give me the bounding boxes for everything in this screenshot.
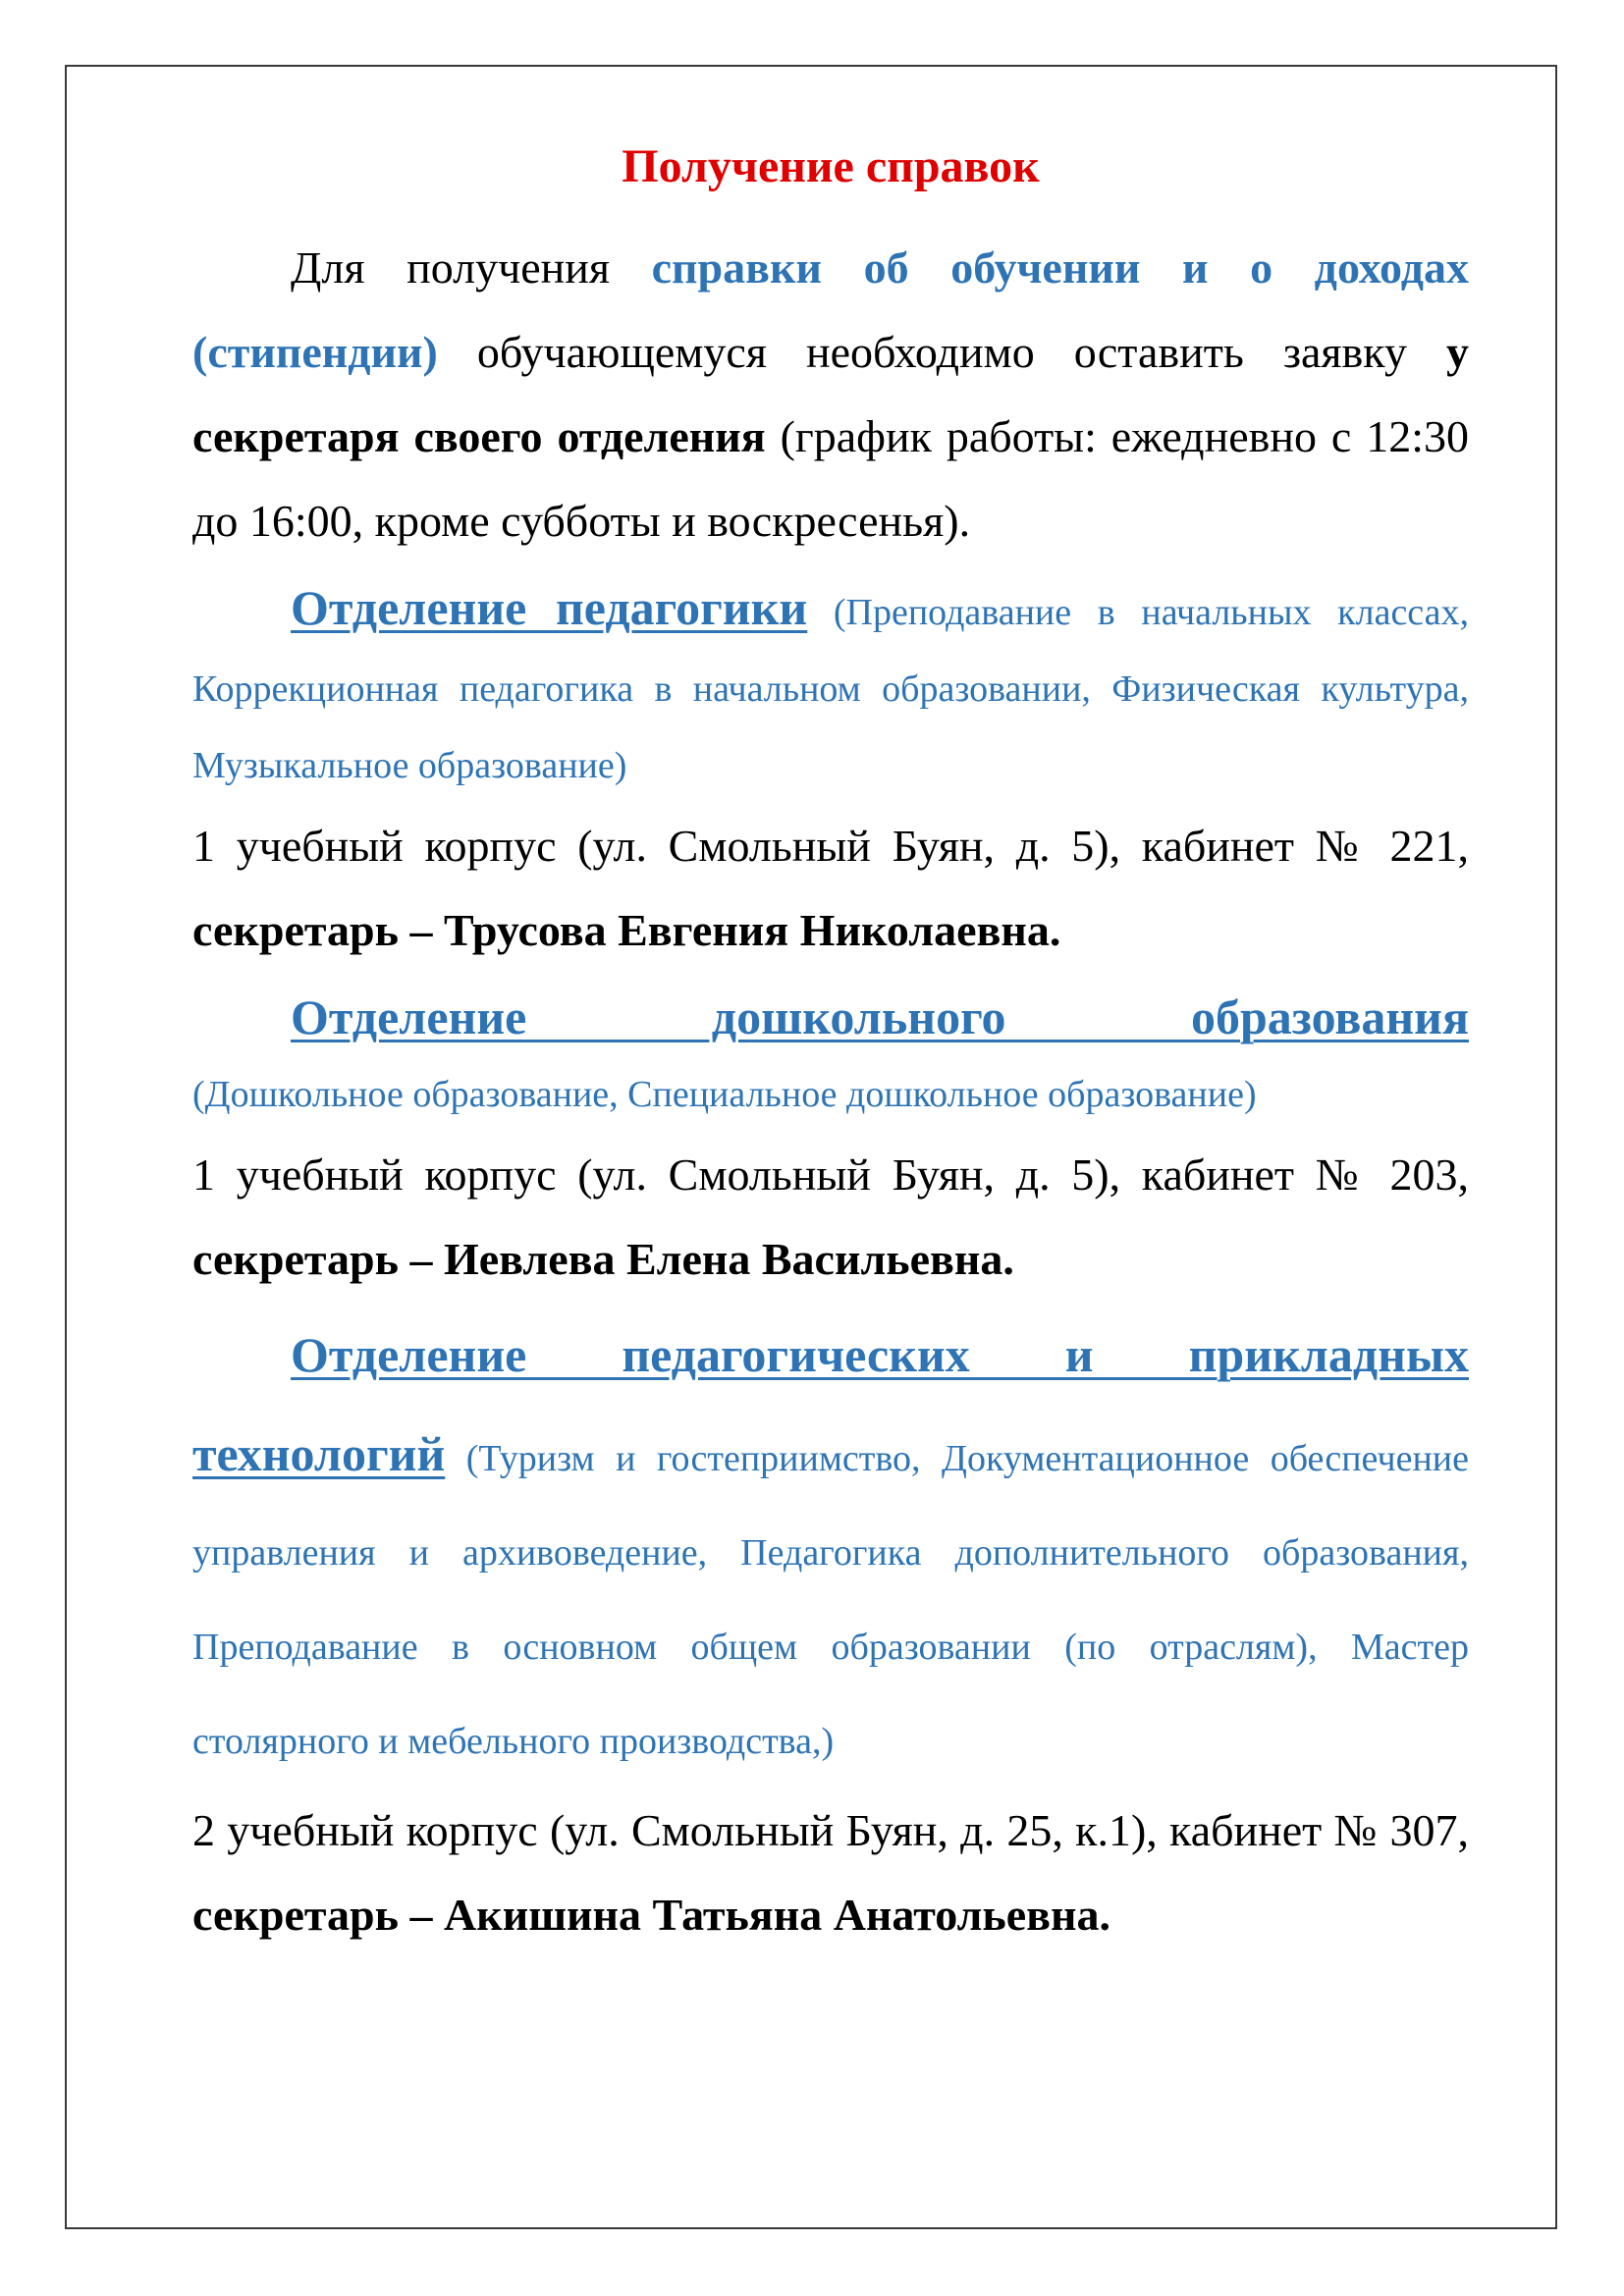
department-3-address — [192, 1789, 1469, 1957]
department-3-description: (Туризм и гостеприимство, Документационное обеспечение управления и архивоведение, Педагогика дополнительного образования, Преподавание в основном общем образовании (по отраслям), Мастер столярного и мебельного производства,) — [192, 1438, 1469, 1762]
department-2-description: (Дошкольное образование, Специальное дошкольное образование) — [192, 1074, 1257, 1115]
department-1 — [192, 569, 1469, 973]
intro-text-3: (график работы: ежедневно с 12:30 до 16:00, кроме субботы и воскресенья). — [192, 411, 1469, 546]
department-3-heading — [192, 1308, 1469, 1789]
department-2-name: Отделение дошкольного образования — [291, 989, 1469, 1044]
department-2-description-line — [192, 1056, 1469, 1133]
department-1-address-text: 1 учебный корпус (ул. Смольный Буян, д. 5), кабинет № 221, — [192, 821, 1469, 871]
department-3-address-text: 2 учебный корпус (ул. Смольный Буян, д. 25, к.1), кабинет № 307, — [192, 1805, 1469, 1855]
department-1-secretary: секретарь – Трусова Евгения Николаевна. — [192, 905, 1061, 955]
document-body — [192, 128, 1469, 1957]
department-3-name: Отделение педагогических и прикладных технологий — [192, 1327, 1469, 1481]
department-1-address — [192, 804, 1469, 973]
department-2-heading — [192, 979, 1469, 1060]
department-1-name: Отделение педагогики — [291, 580, 808, 635]
department-2-address — [192, 1133, 1469, 1302]
department-2-secretary: секретарь – Иевлева Елена Васильевна. — [192, 1234, 1014, 1284]
department-2 — [192, 979, 1469, 1302]
department-1-heading — [192, 569, 1469, 804]
department-2-address-text: 1 учебный корпус (ул. Смольный Буян, д. 5), кабинет № 203, — [192, 1149, 1469, 1200]
intro-text-1: Для получения — [291, 242, 652, 293]
document-title: Получение справок — [622, 140, 1040, 192]
intro-highlight: справки об обучении и о доходах (стипендии) — [192, 242, 1470, 377]
department-3-secretary: секретарь – Акишина Татьяна Анатольевна. — [192, 1890, 1111, 1940]
department-3 — [192, 1308, 1469, 1957]
intro-text-2: обучающемуся необходимо оставить заявку — [437, 327, 1446, 377]
intro-paragraph — [192, 226, 1469, 563]
intro-bold: у секретаря своего отделения — [192, 327, 1469, 461]
department-1-description: (Преподавание в начальных классах, Коррекционная педагогика в начальном образовании, Физическая культура, Музыкальное образование) — [192, 592, 1470, 786]
